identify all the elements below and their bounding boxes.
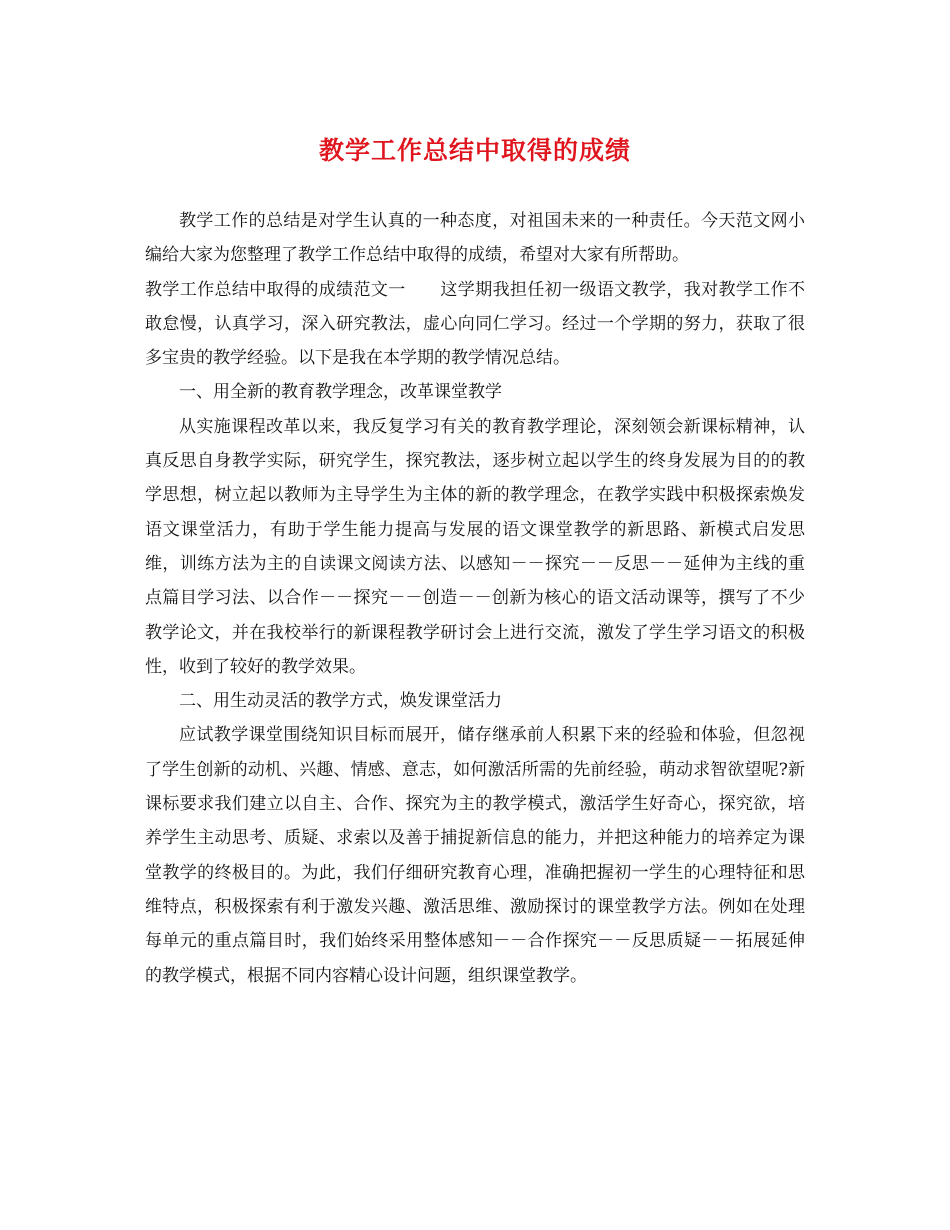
section-heading-1: 一、用全新的教育教学理念，改革课堂教学	[179, 382, 502, 403]
intro-paragraph: 教学工作的总结是对学生认真的一种态度，对祖国未来的一种责任。今天范文网小编给大家为您整理了教学工作总结中取得的成绩，希望对大家有所帮助。	[145, 211, 805, 266]
section-2-paragraph: 应试教学课堂围绕知识目标而展开，储存继承前人积累下来的经验和体验，但忽视了学生创新的动机、兴趣、情感、意志，如何激活所需的先前经验，萌动求智欲望呢?新课标要求我们建立以自主、合作、探究为主的教学模式，激活学生好奇心，探究欲，培养学生主动思考、质疑、求索以及善于捕捉新信息的能力，并把这种能力的培养定为课堂教学的终极目的。为此，我们仔细研究教育心理，准确把握初一学生的心理特征和思维特点，积极探索有利于激发兴趣、激活思维、激励探讨的课堂教学方法。例如在处理每单元的重点篇目时，我们始终采用整体感知－－合作探究－－反思质疑－－拓展延伸的教学模式，根据不同内容精心设计问题，组织课堂教学。	[145, 725, 805, 986]
document-body	[145, 204, 805, 993]
document-title: 教学工作总结中取得的成绩	[318, 136, 631, 165]
sample-paragraph: 教学工作总结中取得的成绩范文一 这学期我担任初一级语文教学，我对教学工作不敢怠慢，认真学习，深入研究教法，虚心向同仁学习。经过一个学期的努力，获取了很多宝贵的教学经验。以下是我在本学期的教学情况总结。	[145, 279, 805, 369]
section-1-paragraph: 从实施课程改革以来，我反复学习有关的教育教学理论，深刻领会新课标精神，认真反思自身教学实际，研究学生，探究教法，逐步树立起以学生的终身发展为目的的教学思想，树立起以教师为主导学生为主体的新的教学理念，在教学实践中积极探索焕发语文课堂活力，有助于学生能力提高与发展的语文课堂教学的新思路、新模式启发思维，训练方法为主的自读课文阅读方法、以感知－－探究－－反思－－延伸为主线的重点篇目学习法、以合作－－探究－－创造－－创新为核心的语文活动课等，撰写了不少教学论文，并在我校举行的新课程教学研讨会上进行交流，激发了学生学习语文的积极性，收到了较好的教学效果。	[145, 416, 805, 677]
section-heading-2: 二、用生动灵活的教学方式，焕发课堂活力	[179, 691, 502, 712]
